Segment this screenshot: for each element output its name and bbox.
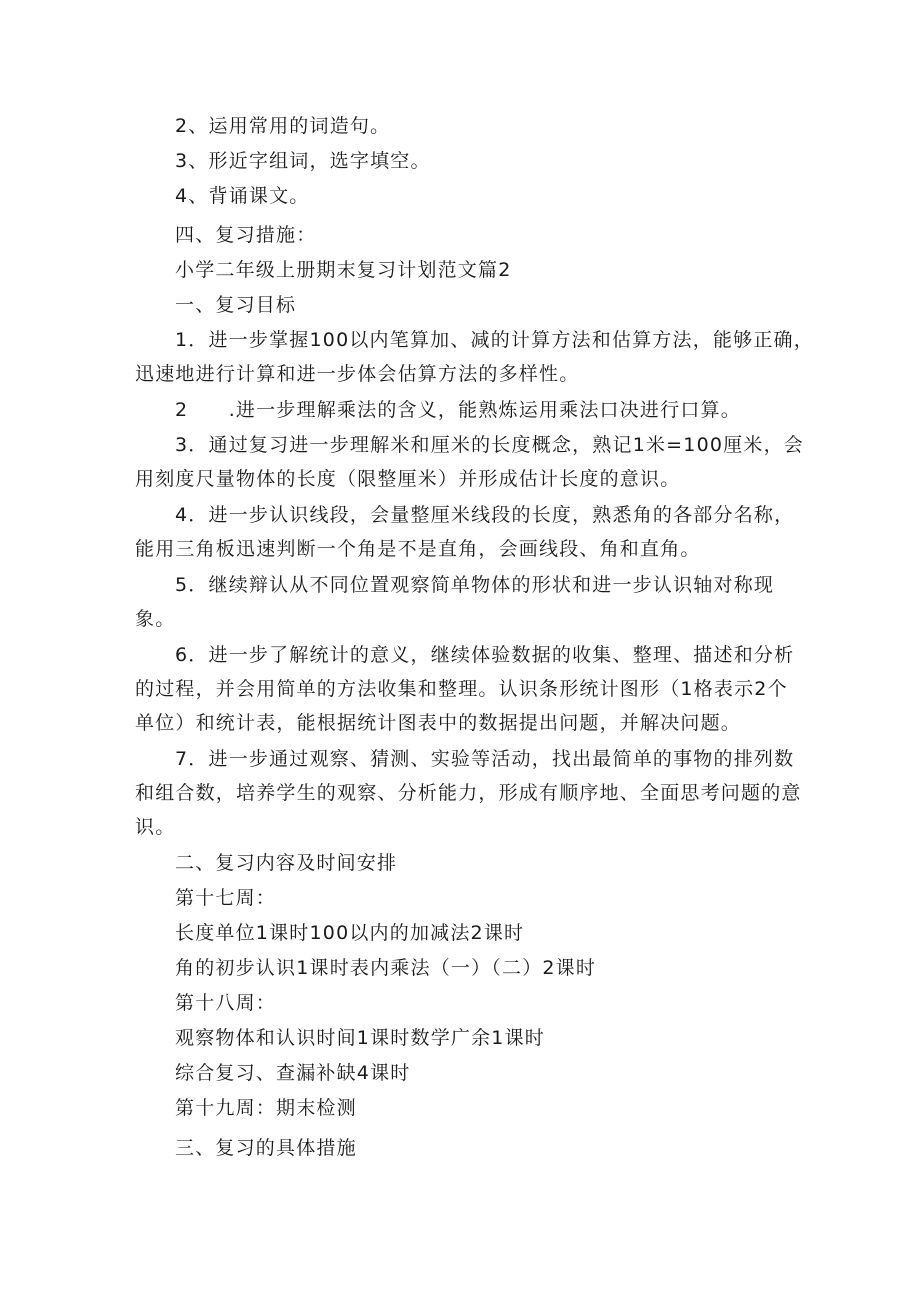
goal-3-line-2: 用刻度尺量物体的长度（限整厘米）并形成估计长度的意识。 — [135, 468, 681, 490]
article-title: 小学二年级上册期末复习计划范文篇2 — [175, 259, 512, 281]
goal-6-line-1: 6．进一步了解统计的意义，继续体验数据的收集、整理、描述和分析 — [175, 644, 795, 666]
section-heading-goals: 一、复习目标 — [175, 294, 297, 316]
section-heading-schedule: 二、复习内容及时间安排 — [175, 852, 398, 874]
goal-7-line-3: 识。 — [135, 816, 176, 838]
week-19-line: 第十九周：期末检测 — [175, 1097, 357, 1119]
goal-7-line-1: 7．进一步通过观察、猜测、实验等活动，找出最简单的事物的排列数 — [175, 748, 795, 770]
section-heading-specific-measures: 三、复习的具体措施 — [175, 1137, 357, 1159]
list-item-4: 4、背诵课文。 — [175, 185, 310, 207]
list-item-3: 3、形近字组词，选字填空。 — [175, 150, 431, 172]
goal-7-line-2: 和组合数，培养学生的观察、分析能力，形成有顺序地、全面思考问题的意 — [135, 782, 802, 804]
week-17-item-1: 长度单位1课时100以内的加减法2课时 — [175, 922, 525, 944]
goal-2: 2 .进一步理解乘法的含义，能熟炼运用乘法口决进行口算。 — [175, 399, 741, 421]
goal-1-line-2: 迅速地进行计算和进一步体会估算方法的多样性。 — [135, 363, 580, 385]
goal-5-line-1: 5．继续辩认从不同位置观察简单物体的形状和进一步认识轴对称现 — [175, 574, 775, 596]
week-17-item-2: 角的初步认识1课时表内乘法（一）（二）2课时 — [175, 957, 597, 979]
goal-4-line-1: 4．进一步认识线段，会量整厘米线段的长度，熟悉角的各部分名称， — [175, 504, 795, 526]
section-heading-measures: 四、复习措施： — [175, 224, 317, 246]
week-18-heading: 第十八周： — [175, 992, 277, 1014]
week-18-item-2: 综合复习、查漏补缺4课时 — [175, 1062, 411, 1084]
goal-6-line-2: 的过程，并会用简单的方法收集和整理。认识条形统计图形（1格表示2个 — [135, 678, 788, 700]
week-18-item-1: 观察物体和认识时间1课时数学广余1课时 — [175, 1027, 545, 1049]
goal-5-line-2: 象。 — [135, 608, 176, 630]
goal-4-line-2: 能用三角板迅速判断一个角是不是直角，会画线段、角和直角。 — [135, 538, 701, 560]
goal-3-line-1: 3．通过复习进一步理解米和厘米的长度概念，熟记1米=100厘米，会 — [175, 434, 804, 456]
week-17-heading: 第十七周： — [175, 887, 277, 909]
list-item-2: 2、运用常用的词造句。 — [175, 115, 391, 137]
goal-6-line-3: 单位）和统计表，能根据统计图表中的数据提出问题，并解决问题。 — [135, 712, 742, 734]
goal-1-line-1: 1．进一步掌握100以内笔算加、减的计算方法和估算方法，能够正确， — [175, 329, 814, 351]
